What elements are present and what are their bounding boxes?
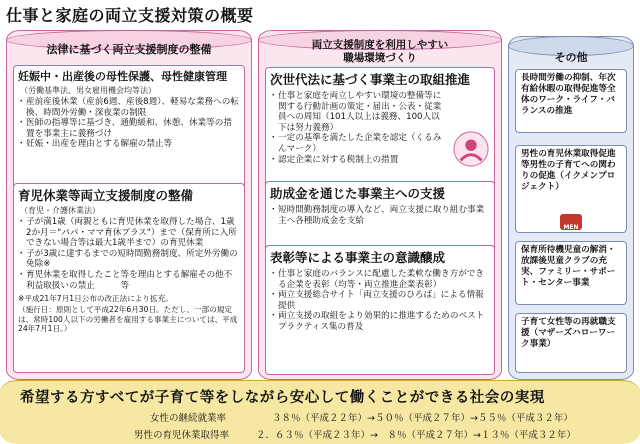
stat-values: ３８％（平成２２年）→５０％（平成２７年）→５５％（平成３２年） <box>272 413 573 424</box>
list-item: ・ 短時間勤務制度の導入など、両立支援に取り組む事業主へ各種助成金を支給 <box>270 205 490 226</box>
childcare-leave-box <box>13 183 245 373</box>
footnote: （施行日：原則として平成22年6月30日。ただし、一部の規定は、常時100人以下の労働者を雇用する事業主については、平成24年7月1日。） <box>18 305 238 333</box>
column-header: 両立支援制度を利用しやすい職場環境づくり <box>311 39 449 64</box>
stat-values: ２．６３％（平成２３年）→ ８％（平成２７年）→１３％（平成３２年） <box>256 430 576 441</box>
reemployment-box <box>515 313 627 373</box>
box-heading: 育児休業等両立支援制度の整備 <box>18 188 194 203</box>
workplace-environment-column <box>258 30 502 380</box>
column-header: その他 <box>554 51 588 64</box>
box-heading: 妊娠中・出産後の母性保護、母性健康管理 <box>18 70 227 83</box>
list-item: ・ 医師の指導等に基づき、通勤緩和、休憩、休業等の措置を事業主に義務づけ <box>18 118 240 139</box>
list-item: ・ 仕事と家庭を両立しやすい環境の整備等に関する行動計画の策定・届出・公表・従業員への周知（101人以上は義務、100人以下は努力義務） <box>270 91 444 133</box>
goal-banner <box>0 380 640 444</box>
page-title: 仕事と家庭の両立支援対策の概要 <box>6 6 254 25</box>
banner-title: 希望する方すべてが子育て等をしながら安心して働くことができる社会の実現 <box>20 390 545 406</box>
other-measures-column <box>508 36 634 380</box>
box-subheading: （労働基準法、男女雇用機会均等法） <box>20 86 156 95</box>
box-heading: 表彰等による事業主の意識醸成 <box>270 250 446 265</box>
list-item: ・ 育児休業を取得したこと等を理由とする解雇その他不利益取扱いの禁止 等 <box>18 270 240 291</box>
box-text: 子育て女性等の再就職支援（マザーズハローワーク事業） <box>521 317 616 349</box>
list-item: ・ 両立支援総合サイト「両立支援のひろば」による情報提供 <box>270 290 490 311</box>
list-item: ・ 産前産後休業（産前6週、産後8週）、軽易な業務への転換、時間外労働・深夜業の制限 <box>18 97 240 118</box>
stat-label: 女性の継続就業率 <box>150 413 227 424</box>
list-item: ・ 子が満1歳（両親ともに育児休業を取得した場合、1歳2か月＝"パパ・ママ育休プラス"）まで（保育所に入所できない場合等は最大1歳半まで）の育児休業 <box>18 217 240 249</box>
work-life-balance-box <box>515 69 627 133</box>
box-heading: 助成金を通じた事業主への支援 <box>270 186 446 201</box>
list-item: ・ 仕事と家庭のバランスに配慮した柔軟な働き方ができる企業を表彰（均等・両立推進企業表彰） <box>270 269 490 290</box>
footnote: ※平成21年7月1日公布の改正法により拡充。 <box>18 294 173 304</box>
list-item: ・ 認定企業に対する税制上の措置 <box>270 155 444 166</box>
box-text: 保育所待機児童の解消・放課後児童クラブの充実、ファミリー・サポート・センター事業 <box>521 245 616 288</box>
list-item: ・ 妊娠・出産を理由とする解雇の禁止等 <box>18 139 240 150</box>
ikumen-project-box <box>515 145 627 233</box>
box-subheading: （育児・介護休業法） <box>20 206 100 215</box>
childcare-service-box <box>515 241 627 305</box>
legal-framework-column <box>6 30 252 380</box>
item-list <box>266 204 494 228</box>
box-text: 長時間労働の抑制、年次有給休暇の取得促進等全体のワーク・ライフ・バランスの推進 <box>521 73 616 116</box>
box-heading: 次世代法に基づく事業主の取組推進 <box>270 72 471 87</box>
box-text: 男性の育児休業取得促進等男性の子育てへの関わりの促進（イクメンプロジェクト） <box>521 149 616 192</box>
list-item: ・ 子が3歳に達するまでの短時間勤務制度、所定外労働の免除※ <box>18 249 240 270</box>
column-header: 法律に基づく両立支援制度の整備 <box>46 43 212 56</box>
item-list <box>266 268 494 335</box>
award-box <box>265 245 495 375</box>
list-item: ・ 両立支援の取組をより効果的に推進するためのベストプラクティス集の普及 <box>270 311 490 332</box>
ikumen-logo-icon <box>560 214 582 230</box>
subsidy-box <box>265 181 495 251</box>
kurumin-mark-icon <box>452 130 490 168</box>
stat-label: 男性の育児休業取得率 <box>134 430 230 441</box>
ikumen-logo-label: MEN <box>563 224 579 231</box>
list-item: ・ 一定の基準を満たした企業を認定（くるみんマーク） <box>270 133 444 154</box>
item-list <box>14 216 244 293</box>
item-list <box>14 96 244 152</box>
